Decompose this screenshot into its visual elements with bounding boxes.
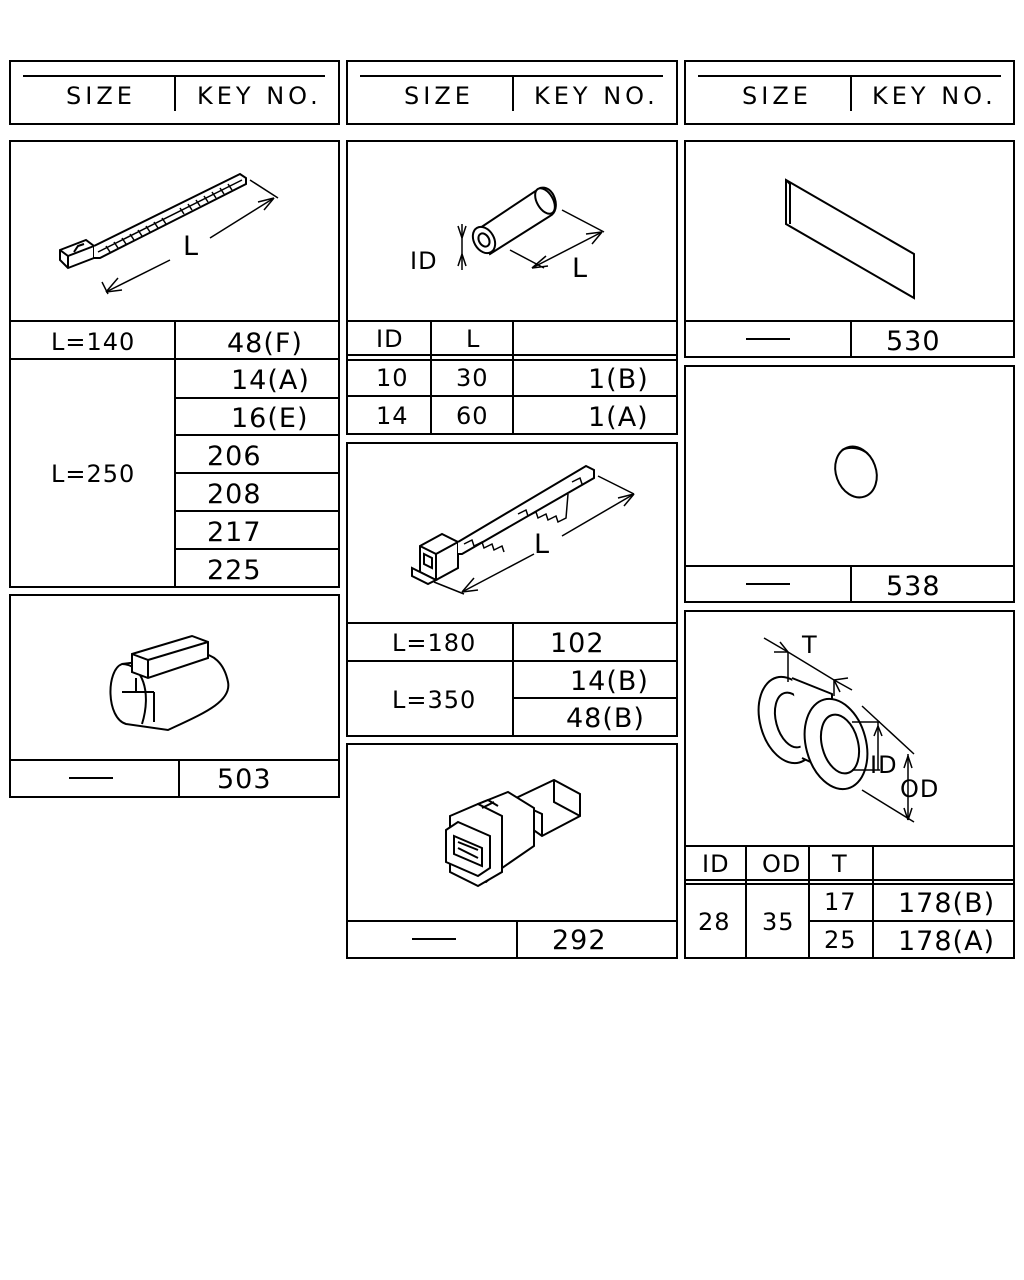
grommet-od-label: OD [900,775,940,803]
size-cell: L=250 [51,460,136,488]
dash-mark [412,938,456,940]
tube-id-cell: 10 [376,364,409,392]
grommet-t-cell: 17 [824,888,857,916]
tie-band-drawing [348,444,680,624]
cover-panel [9,594,340,798]
size-cell [412,927,456,951]
tie-wrap-dim-label: L [183,230,200,262]
key-cell: 292 [552,924,607,956]
size-cell: L=140 [51,328,136,356]
key-cell: 14(A) [231,364,310,396]
key-cell: 48(B) [566,702,645,734]
grommet-t-cell: 25 [824,926,857,954]
header-box-col3 [684,60,1015,125]
grommet-id-cell: 28 [698,908,731,936]
connector-drawing [348,745,680,921]
key-no-header: KEY NO. [534,82,659,110]
key-cell: 178(B) [898,887,996,919]
tube-l-label: L [572,252,589,284]
grommet-panel [684,610,1015,959]
key-cell: 503 [217,763,272,795]
size-cell: L=180 [392,629,477,657]
size-header: SIZE [66,82,136,110]
cover-drawing [11,596,342,756]
tube-id-cell: 14 [376,402,409,430]
grommet-header-id: ID [702,850,730,878]
tie-wrap-panel [9,140,340,588]
size-header: SIZE [404,82,474,110]
key-cell: 1(B) [588,363,649,395]
tube-drawing [348,142,680,322]
tube-header-id: ID [376,325,404,353]
size-cell [746,327,790,351]
cap-drawing [686,367,1017,567]
size-cell [69,766,113,790]
grommet-od-cell: 35 [762,908,795,936]
key-no-header: KEY NO. [872,82,997,110]
grommet-id-label: ID [870,751,898,779]
tube-l-cell: 30 [456,364,489,392]
key-cell: 225 [207,554,262,586]
key-cell: 102 [550,627,605,659]
cap-panel [684,365,1015,603]
size-cell: L=350 [392,686,477,714]
dash-mark [69,777,113,779]
key-cell: 16(E) [231,402,309,434]
key-cell: 206 [207,440,262,472]
header-box-col1 [9,60,340,125]
connector-panel [346,743,678,959]
header-box-col2 [346,60,678,125]
tube-l-cell: 60 [456,402,489,430]
key-cell: 14(B) [570,665,649,697]
size-cell [746,572,790,596]
tape-drawing [686,142,1017,322]
key-cell: 530 [886,325,941,357]
tie-band-dim-label: L [534,528,551,560]
key-cell: 48(F) [227,327,303,359]
key-cell: 1(A) [588,401,649,433]
tie-band-panel [346,442,678,737]
grommet-header-od: OD [762,850,802,878]
grommet-drawing [686,612,1017,848]
grommet-header-t: T [832,850,848,878]
dash-mark [746,583,790,585]
tube-panel [346,140,678,435]
grommet-t-label: T [802,631,818,659]
tube-header-l: L [466,325,481,353]
key-cell: 538 [886,570,941,602]
key-cell: 217 [207,516,262,548]
tube-id-label: ID [410,247,438,275]
key-cell: 208 [207,478,262,510]
key-cell: 178(A) [898,925,996,957]
tape-panel [684,140,1015,358]
dash-mark [746,338,790,340]
key-no-header: KEY NO. [197,82,322,110]
size-header: SIZE [742,82,812,110]
tie-wrap-drawing [11,142,342,322]
